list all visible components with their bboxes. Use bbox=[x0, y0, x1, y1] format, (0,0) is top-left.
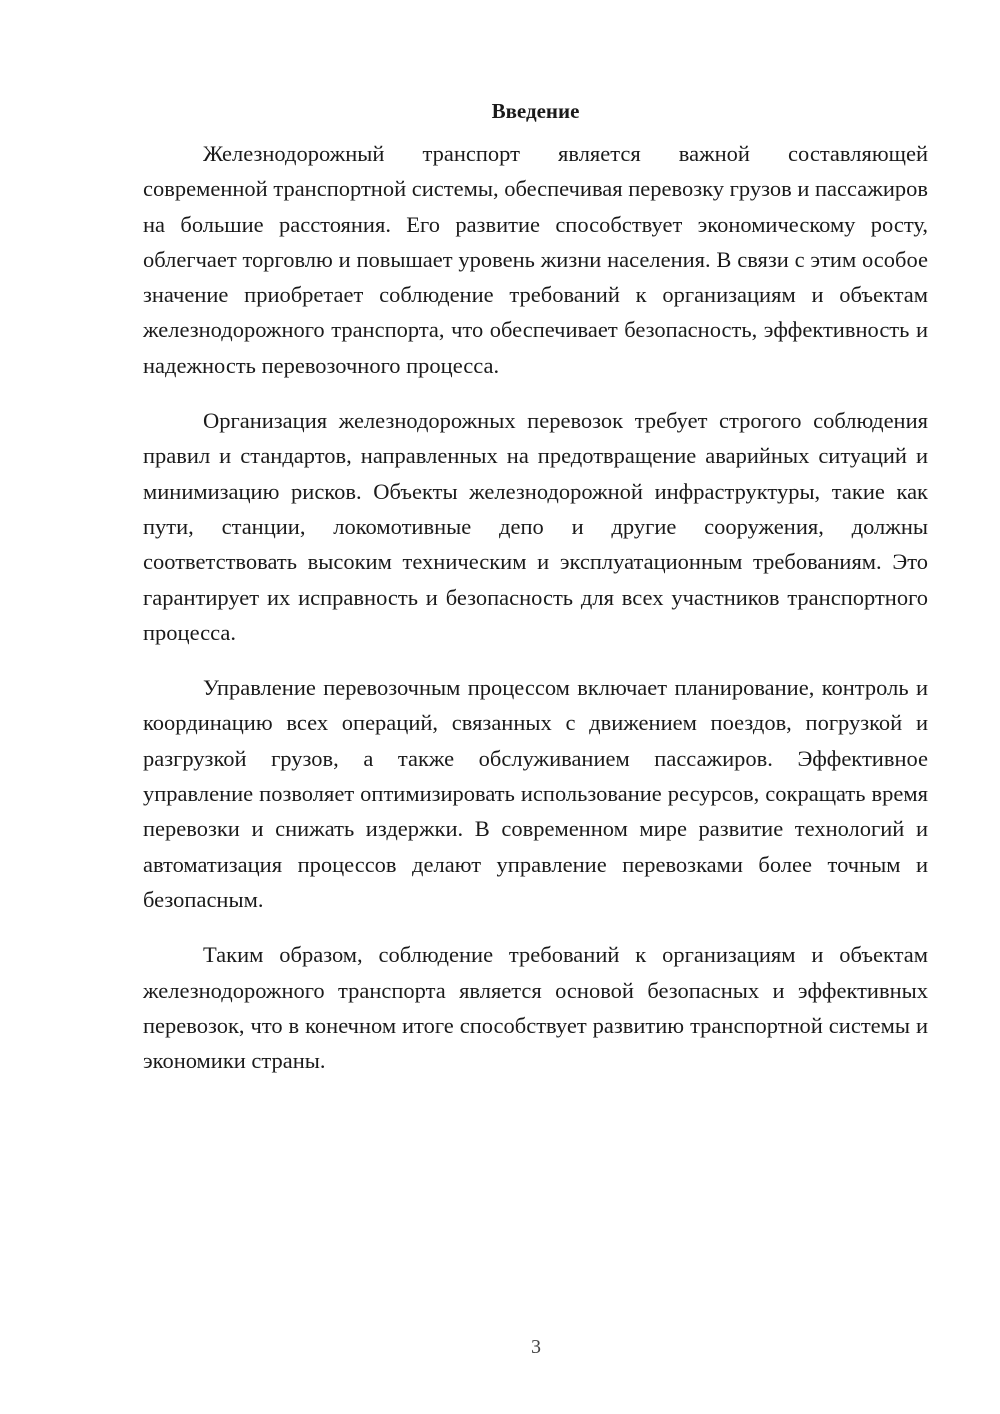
paragraph-1: Железнодорожный транспорт является важной составляющей современной транспортной системы, обеспечивая перевозку грузов и пассажиров на большие расстояния. Его развитие способствует экономическому росту, облегчает торговлю и повышает уровень жизни населения. В связи с этим особое значение приобретает соблюдение требований к организациям и объектам железнодорожного транспорта, что обеспечивает безопасность, эффективность и надежность перевозочного процесса. bbox=[143, 141, 928, 378]
page-number: 3 bbox=[531, 1336, 541, 1358]
paragraph-3: Управление перевозочным процессом включает планирование, контроль и координацию всех операций, связанных с движением поездов, погрузкой и разгрузкой грузов, а также обслуживанием пассажиров. Эффективное управление позволяет оптимизировать использование ресурсов, сокращать время перевозки и снижать издержки. В современном мире развитие технологий и автоматизация процессов делают управление перевозками более точным и безопасным. bbox=[143, 675, 928, 912]
section-title: Введение bbox=[491, 99, 580, 123]
paragraph-2: Организация железнодорожных перевозок требует строгого соблюдения правил и стандартов, направленных на предотвращение аварийных ситуаций и минимизацию рисков. Объекты железнодорожной инфраструктуры, такие как пути, станции, локомотивные депо и другие сооружения, должны соответствовать высоким техническим и эксплуатационным требованиям. Это гарантирует их исправность и безопасность для всех участников транспортного процесса. bbox=[143, 408, 928, 645]
paragraph-4: Таким образом, соблюдение требований к организациям и объектам железнодорожного транспорта является основой безопасных и эффективных перевозок, что в конечном итоге способствует развитию транспортной системы и экономики страны. bbox=[143, 942, 928, 1074]
page-content bbox=[143, 96, 928, 1078]
